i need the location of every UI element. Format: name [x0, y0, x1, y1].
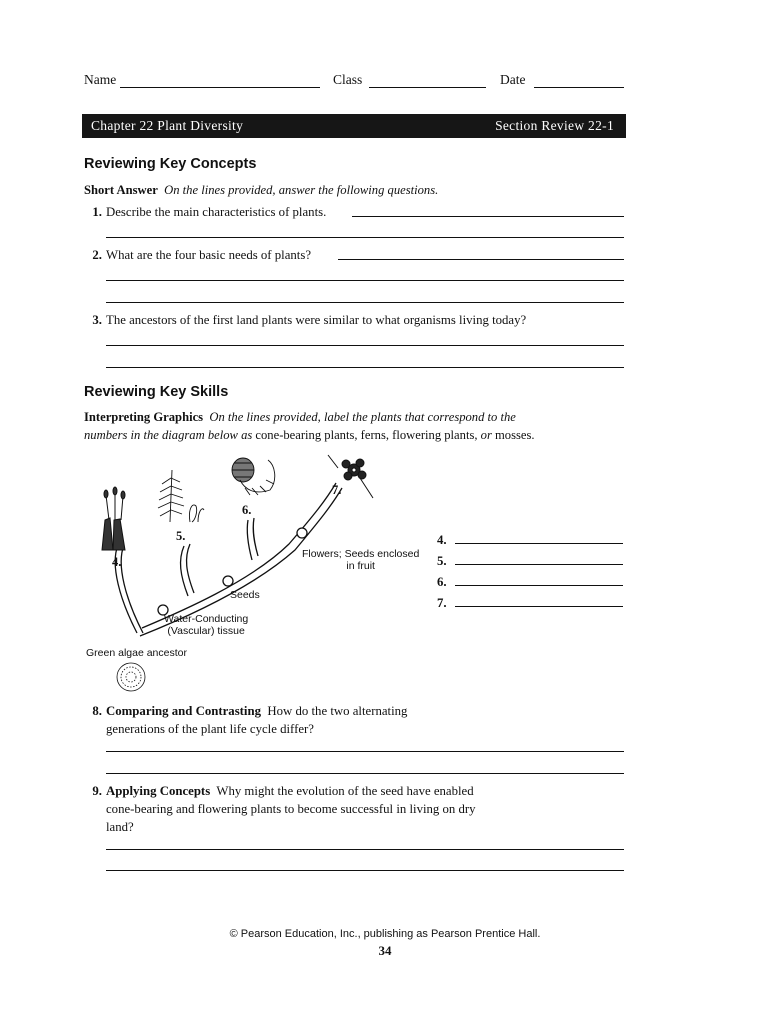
answer-line-5[interactable]	[455, 564, 623, 565]
answer-number-7: 7.	[437, 596, 447, 610]
ancestor-label: Green algae ancestor	[86, 647, 187, 659]
instruction-lead: Short Answer	[84, 183, 158, 197]
question-text: The ancestors of the first land plants were similar to what organisms living today?	[106, 313, 527, 327]
answer-line-6[interactable]	[455, 585, 623, 586]
answer-line[interactable]	[106, 870, 624, 871]
date-label: Date	[500, 72, 526, 87]
name-label: Name	[84, 72, 117, 87]
answer-number-4: 4.	[437, 533, 447, 547]
diagram-number-5: 5.	[176, 529, 186, 543]
section-heading-concepts: Reviewing Key Concepts	[84, 156, 257, 172]
flowers-label: Flowers; Seeds enclosed in fruit	[302, 548, 420, 572]
date-field[interactable]	[534, 87, 624, 88]
name-field[interactable]	[120, 87, 320, 88]
instruction-text: numbers in the diagram below as	[84, 428, 253, 442]
answer-line[interactable]	[106, 345, 624, 346]
node-flowers	[297, 528, 307, 538]
class-field[interactable]	[369, 87, 486, 88]
fern-illustration	[158, 470, 204, 522]
answer-line[interactable]	[106, 302, 624, 303]
vascular-label: Water-Conducting (Vascular) tissue	[164, 613, 249, 637]
node-seeds	[223, 576, 233, 586]
answer-number-5: 5.	[437, 554, 447, 568]
answer-line[interactable]	[106, 751, 624, 752]
class-label: Class	[333, 72, 363, 87]
answer-line-4[interactable]	[455, 543, 623, 544]
instruction-text: On the lines provided, answer the following questions.	[164, 183, 439, 197]
graphics-instruction	[84, 408, 554, 444]
short-answer-instruction	[84, 181, 554, 199]
question-text: What are the four basic needs of plants?	[106, 248, 312, 262]
section-heading-skills: Reviewing Key Skills	[84, 384, 229, 400]
answer-line[interactable]	[106, 773, 624, 774]
answer-line[interactable]	[106, 367, 624, 368]
question-number: 8.	[92, 704, 102, 718]
answer-line-7[interactable]	[455, 606, 623, 607]
answer-line[interactable]	[106, 237, 624, 238]
plant-evolution-diagram	[80, 450, 640, 700]
moss-illustration	[102, 487, 125, 550]
question-number: 1.	[92, 205, 102, 219]
green-algae-illustration	[117, 663, 145, 691]
phylogeny-tree	[80, 450, 640, 700]
answer-line[interactable]	[106, 280, 624, 281]
chapter-title: Chapter 22 Plant Diversity	[91, 118, 244, 133]
question-text: Describe the main characteristics of plants.	[106, 205, 327, 219]
diagram-number-4: 4.	[112, 555, 122, 569]
instruction-text: On the lines provided, label the plants that correspond to the	[209, 410, 516, 424]
question-text: Comparing and Contrasting How do the two alternating generations of the plant life cycle differ?	[106, 704, 408, 736]
diagram-number-6: 6.	[242, 503, 252, 517]
question-text: Applying Concepts Why might the evolution of the seed have enabled cone-bearing and flowering plants to become successful in living on dry land?	[106, 784, 476, 834]
question-number: 9.	[92, 784, 102, 798]
section-title: Section Review 22-1	[495, 118, 614, 133]
page-number: 34	[378, 943, 392, 958]
answer-line[interactable]	[352, 216, 624, 217]
instruction-end: mosses.	[495, 428, 535, 442]
instruction-or: or	[480, 428, 492, 442]
instruction-lead: Interpreting Graphics	[84, 410, 204, 424]
answer-number-6: 6.	[437, 575, 447, 589]
answer-line[interactable]	[338, 259, 624, 260]
copyright-footer: © Pearson Education, Inc., publishing as Pearson Prentice Hall.	[229, 928, 541, 940]
chapter-banner	[82, 114, 626, 138]
student-info-header	[84, 72, 624, 92]
instruction-choices: cone-bearing plants, ferns, flowering plants,	[255, 428, 478, 442]
pine-cone-illustration	[232, 458, 275, 495]
answer-line[interactable]	[106, 849, 624, 850]
diagram-number-7: 7.	[332, 483, 342, 497]
question-number: 2.	[92, 248, 102, 262]
question-number: 3.	[92, 313, 102, 327]
seeds-label: Seeds	[230, 589, 260, 601]
